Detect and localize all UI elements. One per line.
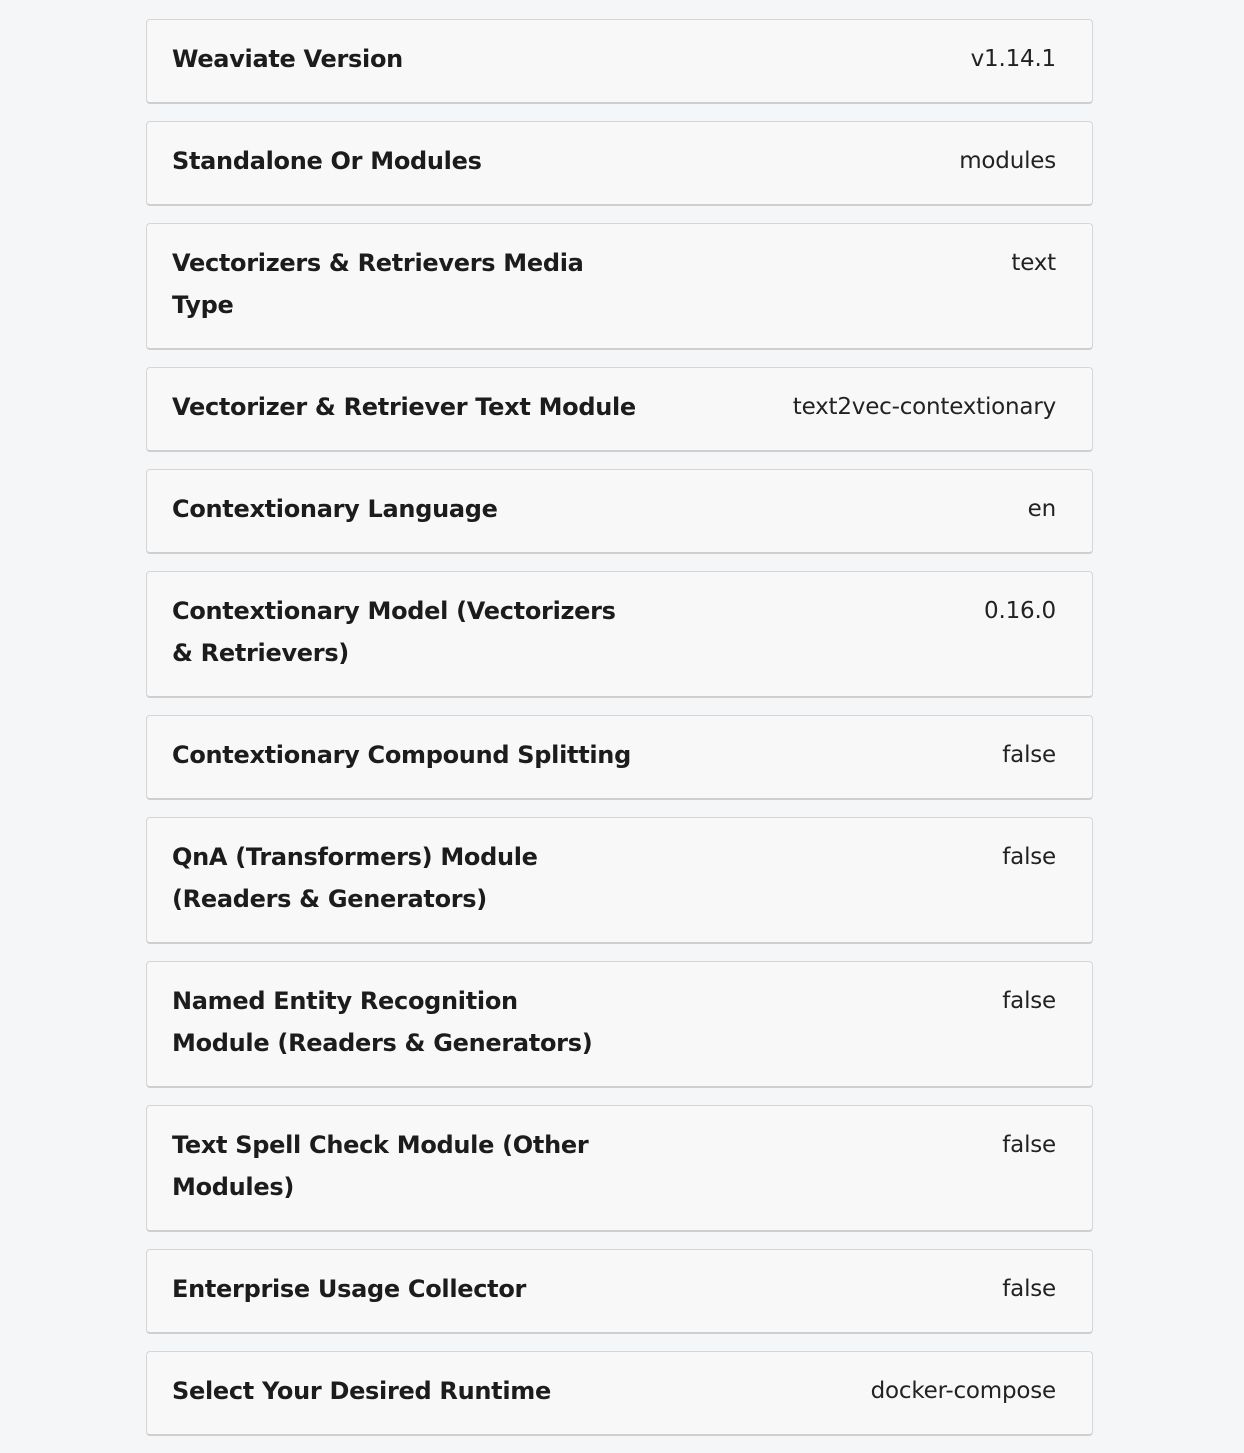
config-row-spellcheck-module[interactable] [146,1105,1093,1232]
row-value: false [1002,844,1056,870]
row-label: Standalone Or Modules [172,147,482,175]
row-value: v1.14.1 [970,46,1056,72]
config-row-ner-module[interactable] [146,961,1093,1088]
row-value: en [1027,496,1056,522]
row-label: Contextionary Language [172,495,498,523]
row-label: Contextionary Compound Splitting [172,741,631,769]
row-value: false [1002,1132,1056,1158]
config-row-usage-collector[interactable] [146,1249,1093,1334]
config-row-qna-module[interactable] [146,817,1093,944]
row-label: QnA (Transformers) Module (Readers & Generators) [172,843,538,913]
row-value: modules [959,148,1056,174]
config-row-text-module[interactable] [146,367,1093,452]
row-label: Named Entity Recognition Module (Readers & Generators) [172,987,593,1057]
config-row-media-type[interactable] [146,223,1093,350]
config-row-contextionary-model[interactable] [146,571,1093,698]
config-row-runtime[interactable] [146,1351,1093,1436]
row-value: false [1002,988,1056,1014]
row-label: Contextionary Model (Vectorizers & Retrievers) [172,597,616,667]
config-row-contextionary-language[interactable] [146,469,1093,554]
row-label: Vectorizers & Retrievers Media Type [172,249,584,319]
row-label: Text Spell Check Module (Other Modules) [172,1131,589,1201]
config-summary-list [146,19,1093,1453]
row-label: Weaviate Version [172,45,403,73]
row-value: false [1002,1276,1056,1302]
config-row-standalone-or-modules[interactable] [146,121,1093,206]
row-value: false [1002,742,1056,768]
row-label: Select Your Desired Runtime [172,1377,551,1405]
config-row-compound-splitting[interactable] [146,715,1093,800]
row-label: Vectorizer & Retriever Text Module [172,393,636,421]
row-value: text [1011,250,1056,276]
config-row-weaviate-version[interactable] [146,19,1093,104]
row-value: 0.16.0 [984,598,1056,624]
row-value: docker-compose [870,1378,1056,1404]
row-label: Enterprise Usage Collector [172,1275,527,1303]
row-value: text2vec-contextionary [792,394,1056,420]
